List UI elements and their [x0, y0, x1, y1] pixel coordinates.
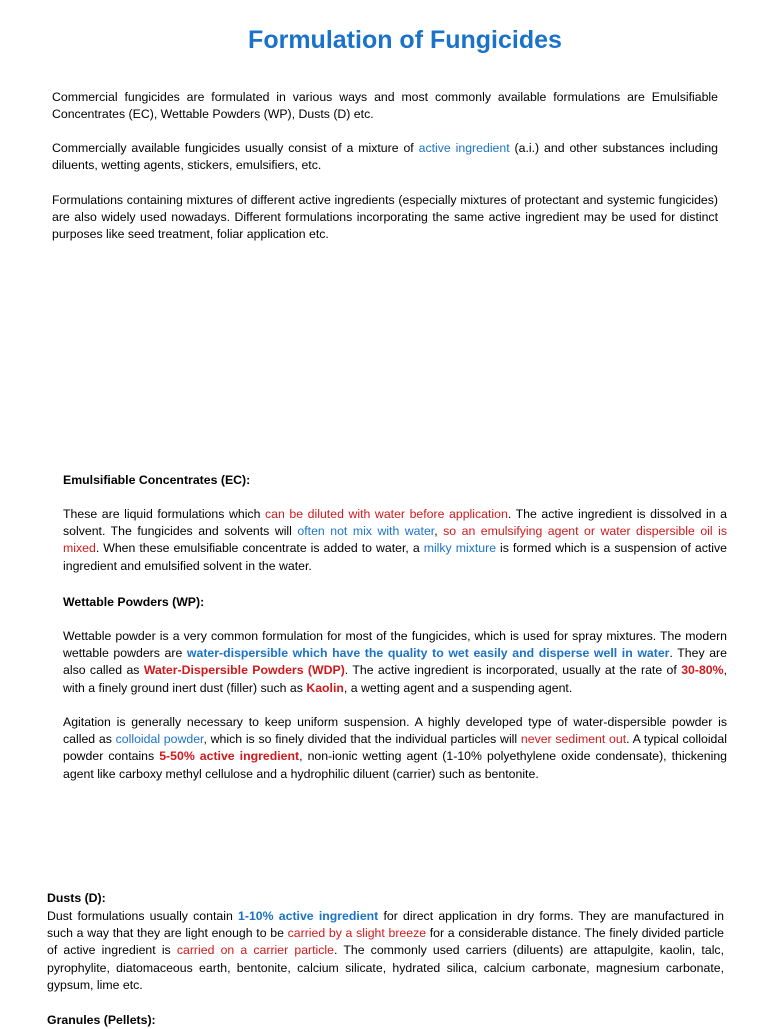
text-segment: . When these emulsifiable concentrate is added to water, a: [95, 541, 424, 556]
text-segment: for a considerable distance. The finely divided particle of active ingredient is: [47, 926, 724, 958]
rate-highlight: 30-80%: [681, 663, 724, 678]
text-segment: , with a finely ground inert dust (filler) such as: [63, 663, 727, 695]
colloidal-powder-highlight: colloidal powder: [115, 732, 204, 747]
intro-paragraph-composition: [52, 140, 718, 174]
granules-heading: Granules (Pellets):: [47, 1013, 156, 1027]
not-mix-highlight: often not mix with water: [297, 524, 435, 539]
text-segment: is formed which is a suspension of active ingredient and emulsified solvent in the water.: [63, 541, 728, 573]
text-segment: Commercially available fungicides usually consist of a mixture of: [52, 141, 419, 155]
dilution-highlight: can be diluted with water before application: [265, 507, 508, 521]
text-segment: , which is so finely divided that the individual particles will: [203, 732, 521, 747]
intro-paragraph-formulations: Commercial fungicides are formulated in various ways and most commonly available formulations are Emulsifiable Concentrates (EC), Wettable Powders (WP), Dusts (D) etc.: [52, 90, 718, 122]
milky-mixture-highlight: milky mixture: [423, 541, 497, 556]
dusts-paragraph: [47, 908, 724, 994]
dust-ai-highlight: 1-10% active ingredient: [238, 909, 379, 923]
water-dispersible-highlight: water-dispersible which have the quality to wet easily and disperse well in water: [186, 646, 670, 661]
text-segment: . A typical colloidal powder contains: [63, 732, 727, 764]
wp-paragraph-colloidal: [63, 714, 727, 783]
carrier-particle-highlight: carried on a carrier particle: [176, 943, 335, 958]
text-segment: for direct application in dry forms. They are manufactured in such a way that they are light enough to be: [47, 909, 725, 941]
text-segment: . They are also called as: [63, 646, 727, 678]
never-sediment-highlight: never sediment out: [520, 732, 627, 747]
emulsifying-agent-highlight: so an emulsifying agent or water dispersible oil is mixed: [63, 524, 727, 556]
text-segment: These are liquid formulations which: [63, 507, 265, 521]
text-segment: Agitation is generally necessary to keep uniform suspension. A highly developed type of water-dispersible powder is called as: [63, 715, 727, 747]
text-segment: . The active ingredient is incorporated, usually at the rate of: [344, 663, 682, 678]
text-segment: Wettable powder is a very common formulation for most of the fungicides, which is used for spray mixtures. The modern wettable powders are: [63, 629, 727, 661]
intro-paragraph-mixtures: Formulations containing mixtures of different active ingredients (especially mixtures of protectant and systemic fungicides) are also widely used nowadays. Different formulations incorporating the same active ingredient may be used for distinct purposes like seed treatment, foliar application etc.: [52, 193, 718, 242]
text-segment: (a.i.) and other substances including diluents, wetting agents, stickers, emulsifiers, etc.: [52, 141, 718, 173]
wp-paragraph-definition: [63, 628, 727, 697]
text-segment: . The commonly used carriers (diluents) are attapulgite, kaolin, talc, pyrophylite, diatomaceous earth, bentonite, calcium silicate, hydrated silica, calcium carbonate, magnesium carbonate, gypsum, lime etc.: [47, 943, 724, 992]
breeze-highlight: carried by a slight breeze: [287, 926, 427, 941]
text-segment: ,: [434, 524, 444, 539]
wp-heading: Wettable Powders (WP):: [63, 595, 205, 609]
text-segment: , non-ionic wetting agent (1-10% polyethylene oxide condensate), thickening agent like carboxy methyl cellulose and a hydrophilic diluent (carrier) such as bentonite.: [63, 749, 727, 781]
text-segment: . The active ingredient is dissolved in a solvent. The fungicides and solvents will: [63, 507, 727, 539]
text-segment: , a wetting agent and a suspending agent.: [343, 680, 573, 695]
ec-heading: Emulsifiable Concentrates (EC):: [63, 473, 251, 487]
ec-paragraph: [63, 506, 727, 575]
active-ingredient-highlight: active ingredient: [418, 141, 510, 155]
dusts-heading: Dusts (D):: [47, 891, 106, 905]
colloidal-ai-highlight: 5-50% active ingredient: [159, 749, 300, 764]
kaolin-highlight: Kaolin: [306, 680, 344, 695]
page-title: Formulation of Fungicides: [248, 26, 562, 54]
wdp-highlight: Water-Dispersible Powders (WDP): [143, 663, 345, 678]
text-segment: Dust formulations usually contain: [47, 909, 239, 923]
